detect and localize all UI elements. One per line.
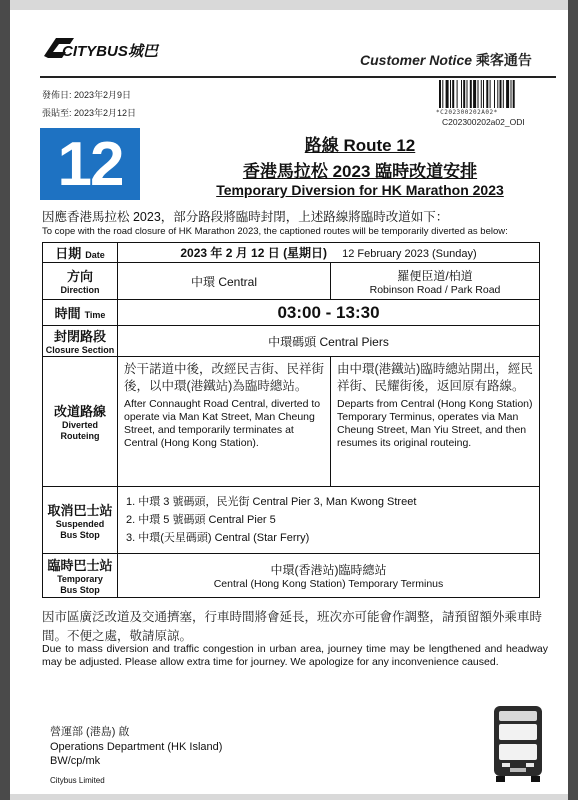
barcode-bar bbox=[497, 80, 498, 108]
barcode bbox=[438, 80, 550, 110]
footer-note-en: Due to mass diversion and traffic congestion in urban area, journey time may be lengthened and headway may be adjusted. Please allow extra time for journey. We apologize for any inconvenience caused. bbox=[42, 643, 548, 668]
barcode-bar bbox=[446, 80, 449, 108]
date-label: 日期 Date bbox=[43, 243, 118, 263]
notice-sheet bbox=[10, 10, 568, 794]
time-label: 時間 Time bbox=[43, 300, 118, 326]
suspended-label: 取消巴士站 Suspended Bus Stop bbox=[43, 487, 118, 554]
barcode-bar bbox=[500, 80, 502, 108]
direction-outbound: 中環 Central bbox=[118, 263, 331, 300]
temporary-value: 中環(香港站)臨時總站 Central (Hong Kong Station) Temporary Terminus bbox=[118, 554, 540, 598]
row-direction bbox=[43, 263, 540, 300]
barcode-bar bbox=[452, 80, 454, 108]
right-frame-bar bbox=[568, 0, 578, 800]
barcode-bar bbox=[483, 80, 484, 108]
double-decker-bus-icon bbox=[488, 702, 548, 784]
barcode-bar bbox=[457, 80, 458, 108]
diverted-outbound: 於干諾道中後，改經民吉街、民祥街後，以中環(港鐵站)為臨時總站。 After Connaught Road Central, diverted to operate via Man Kat Street, Man Cheung Street, and temporarily terminates at Central (Hong Kong Station). bbox=[118, 357, 331, 487]
barcode-bar bbox=[490, 80, 491, 108]
diversion-title-en: Temporary Diversion for HK Marathon 2023 bbox=[216, 182, 504, 198]
barcode-bar bbox=[442, 80, 443, 108]
post-date: 張貼至: 2023年2月12日 bbox=[42, 108, 137, 118]
barcode-bar bbox=[494, 80, 495, 108]
barcode-caption: *C202300202A02* bbox=[436, 109, 498, 116]
department-code: BW/cp/mk bbox=[50, 755, 101, 767]
row-temporary bbox=[43, 554, 540, 598]
barcode-bar bbox=[450, 80, 451, 108]
direction-inbound: 羅便臣道/柏道 Robinson Road / Park Road bbox=[331, 263, 540, 300]
row-diverted bbox=[43, 357, 540, 487]
barcode-bar bbox=[439, 80, 441, 108]
route-title: 路線 Route 12 bbox=[304, 136, 416, 155]
notice-title bbox=[360, 50, 532, 70]
diversion-table bbox=[42, 242, 540, 598]
route-number-badge: 12 bbox=[40, 128, 140, 200]
date-value: 2023 年 2 月 12 日 (星期日) 12 February 2023 (Sunday) bbox=[118, 243, 540, 263]
suspended-stop-3: 3. 中環(天星碼頭) Central (Star Ferry) bbox=[126, 532, 310, 544]
barcode-bar bbox=[470, 80, 472, 108]
department-zh: 營運部 (港島) 啟 bbox=[50, 726, 130, 738]
notice-title-zh: 乘客通告 bbox=[475, 52, 532, 68]
notice-title-en: Customer Notice bbox=[360, 52, 473, 68]
closure-value: 中環碼頭 Central Piers bbox=[118, 326, 540, 357]
diverted-label: 改道路線 Diverted Routeing bbox=[43, 357, 118, 487]
barcode-bar bbox=[463, 80, 465, 108]
row-suspended bbox=[43, 487, 540, 554]
time-value: 03:00 - 13:30 bbox=[118, 300, 540, 326]
barcode-bar bbox=[461, 80, 462, 108]
barcode-bar bbox=[478, 80, 479, 108]
header-divider bbox=[40, 76, 556, 78]
barcode-bar bbox=[467, 80, 468, 108]
issue-date: 發佈日: 2023年2月9日 bbox=[42, 90, 132, 100]
svg-text:CITYBUS城巴: CITYBUS城巴 bbox=[62, 43, 158, 60]
department-en: Operations Department (HK Island) bbox=[50, 741, 223, 753]
diverted-inbound: 由中環(港鐵站)臨時總站開出，經民祥街、民耀街後，返回原有路線。 Departs from Central (Hong Kong Station) Temporary Terminus, operates via Man Cheung Street, Man Yiu Street, and then resumes its original routeing. bbox=[331, 357, 540, 487]
suspended-stop-2: 2. 中環 5 號碼頭 Central Pier 5 bbox=[126, 514, 276, 526]
suspended-stop-1: 1. 中環 3 號碼頭，民光街 Central Pier 3, Man Kwong Street bbox=[126, 496, 417, 508]
row-time bbox=[43, 300, 540, 326]
document-reference: C202300202a02_ODI bbox=[442, 117, 525, 127]
intro-text-en: To cope with the road closure of HK Marathon 2023, the captioned routes will be temporarily diverted as below: bbox=[42, 226, 508, 237]
diversion-title-zh: 香港馬拉松 2023 臨時改道安排 bbox=[242, 162, 478, 181]
intro-text-zh: 因應香港馬拉松 2023，部分路段將臨時封閉，上述路線將臨時改道如下： bbox=[42, 210, 449, 224]
barcode-bar bbox=[473, 80, 476, 108]
row-closure bbox=[43, 326, 540, 357]
suspended-stops bbox=[118, 487, 540, 554]
citybus-logo bbox=[40, 32, 160, 66]
temporary-label: 臨時巴士站 Temporary Bus Stop bbox=[43, 554, 118, 598]
barcode-bar bbox=[513, 80, 515, 108]
row-date bbox=[43, 243, 540, 263]
direction-label: 方向 Direction bbox=[43, 263, 118, 300]
barcode-bar bbox=[511, 80, 512, 108]
footer-note-zh: 因市區廣泛改道及交通擠塞，行車時間將會延長，班次亦可能會作調整，請預留額外乘車時間。不便之處，敬請原諒。 bbox=[42, 610, 543, 643]
left-frame-bar bbox=[0, 0, 10, 800]
closure-label: 封閉路段 Closure Section bbox=[43, 326, 118, 357]
barcode-bar bbox=[506, 80, 509, 108]
barcode-bar bbox=[486, 80, 488, 108]
barcode-bar bbox=[481, 80, 482, 108]
company-name: Citybus Limited bbox=[50, 776, 105, 785]
barcode-bar bbox=[503, 80, 504, 108]
